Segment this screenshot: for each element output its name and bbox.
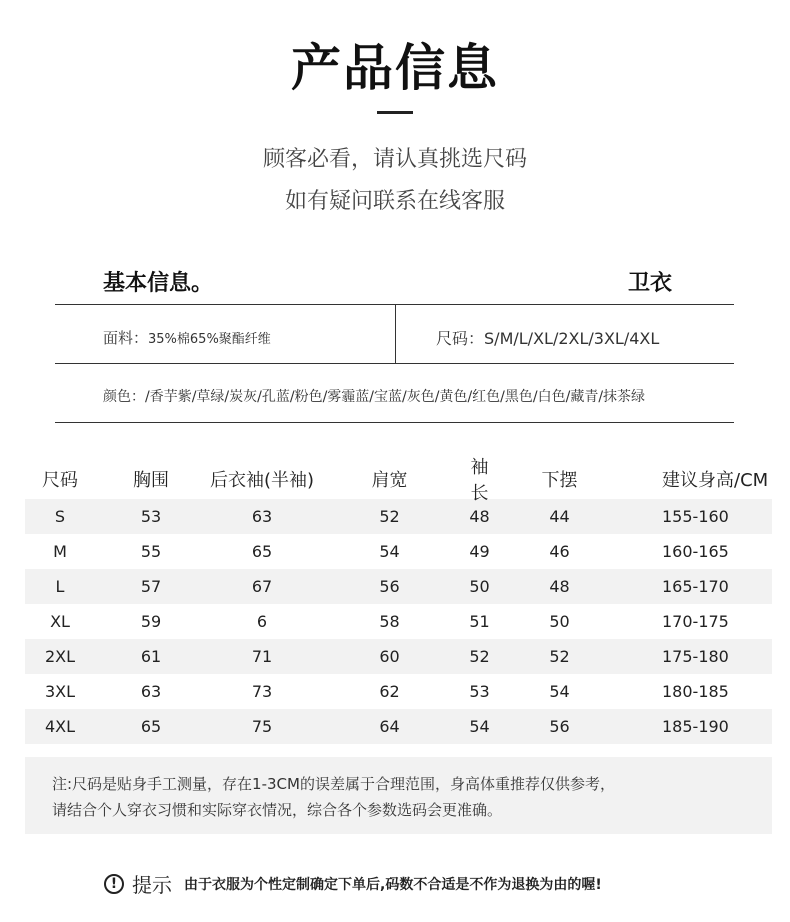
header-cell: 胸围	[133, 470, 169, 491]
table-cell: 2XL	[44, 647, 76, 666]
header-cell: 尺码	[42, 470, 78, 491]
table-cell: 63	[251, 507, 273, 526]
table-cell: 54	[549, 682, 570, 701]
table-row	[25, 604, 772, 639]
tip-text: 由于衣服为个性定制确定下单后,码数不合适是不作为退换为由的喔!	[184, 876, 602, 893]
subtitle-line2: 如有疑问联系在线客服	[284, 189, 505, 214]
table-cell: 52	[379, 507, 400, 526]
table-row	[25, 569, 772, 604]
divider-middle	[55, 363, 734, 364]
table-cell: 170-175	[662, 612, 729, 631]
note-line1: 注:尺码是贴身手工测量，存在1-3CM的误差属于合理范围，身高体重推荐仅供参考，	[52, 775, 615, 793]
table-cell: 49	[469, 542, 490, 561]
basic-info-label: 基本信息。	[103, 271, 214, 296]
table-cell: 53	[469, 682, 490, 701]
table-cell: 4XL	[44, 717, 76, 736]
header-cell: 下摆	[541, 470, 578, 491]
table-cell: L	[55, 577, 65, 596]
table-cell: 60	[379, 647, 400, 666]
note-line2: 请结合个人穿衣习惯和实际穿衣情况，综合各个参数选码会更准确。	[52, 801, 503, 819]
table-cell: 56	[379, 577, 400, 596]
table-cell: 185-190	[662, 717, 729, 736]
subtitle-line1: 顾客必看，请认真挑选尺码	[262, 147, 527, 172]
table-cell: 48	[469, 507, 490, 526]
table-cell: 59	[140, 612, 162, 631]
header-cell: 建议身高/CM	[662, 470, 769, 491]
exclamation-icon: !	[104, 874, 124, 894]
table-cell: 50	[469, 577, 490, 596]
table-cell: 54	[469, 717, 490, 736]
sizes-value: S/M/L/XL/2XL/3XL/4XL	[484, 329, 660, 348]
table-cell: 52	[469, 647, 490, 666]
page-title: 产品信息	[291, 39, 499, 97]
colors-info	[103, 386, 645, 406]
colors-label: 颜色：	[103, 389, 145, 405]
divider-bottom	[55, 422, 734, 423]
table-cell: 64	[379, 717, 400, 736]
table-cell: 46	[549, 542, 570, 561]
table-cell: 165-170	[662, 577, 729, 596]
tip-bar	[104, 869, 602, 898]
table-cell: M	[53, 542, 67, 561]
table-row	[25, 534, 772, 569]
table-cell: 55	[140, 542, 162, 561]
table-cell: 62	[379, 682, 400, 701]
header-cell: 肩宽	[371, 470, 408, 491]
table-header-row	[25, 457, 772, 504]
table-cell: 50	[549, 612, 570, 631]
table-cell: 44	[549, 507, 570, 526]
product-type: 卫衣	[628, 271, 673, 296]
sizes-label: 尺码：	[436, 329, 485, 348]
table-cell: 175-180	[662, 647, 729, 666]
fabric-info	[103, 327, 271, 348]
table-row	[25, 709, 772, 744]
sizes-info	[436, 326, 659, 349]
table-cell: S	[54, 507, 66, 526]
table-row	[25, 639, 772, 674]
table-cell: 54	[379, 542, 400, 561]
header-cell: 后衣袖(半袖)	[209, 470, 315, 491]
table-cell: 53	[140, 507, 162, 526]
table-cell: 65	[251, 542, 273, 561]
divider-vertical	[395, 304, 396, 363]
table-cell: 48	[549, 577, 570, 596]
colors-value: /香芋紫/草绿/炭灰/孔蓝/粉色/雾霾蓝/宝蓝/灰色/黄色/红色/黑色/白色/藏青/抹茶绿	[145, 389, 646, 405]
fabric-label: 面料：	[103, 329, 149, 347]
measurement-note	[25, 757, 772, 834]
table-cell: 6	[256, 612, 268, 631]
table-cell: XL	[50, 612, 70, 631]
tip-label: 提示	[132, 873, 172, 897]
table-cell: 71	[251, 647, 273, 666]
table-cell: 155-160	[662, 507, 729, 526]
size-table	[25, 459, 772, 744]
table-cell: 63	[140, 682, 162, 701]
table-row	[25, 674, 772, 709]
table-cell: 160-165	[662, 542, 729, 561]
table-cell: 75	[251, 717, 273, 736]
table-cell: 61	[140, 647, 162, 666]
fabric-value: 35%棉65%聚酯纤维	[148, 332, 271, 347]
table-cell: 73	[251, 682, 273, 701]
title-divider	[377, 111, 413, 114]
table-cell: 52	[549, 647, 570, 666]
table-cell: 65	[140, 717, 162, 736]
header-cell: 袖长	[470, 457, 489, 504]
table-row	[25, 499, 772, 534]
table-cell: 67	[251, 577, 273, 596]
table-cell: 57	[140, 577, 162, 596]
table-cell: 3XL	[44, 682, 76, 701]
table-cell: 58	[379, 612, 400, 631]
table-cell: 51	[469, 612, 490, 631]
table-cell: 180-185	[662, 682, 729, 701]
table-cell: 56	[549, 717, 570, 736]
